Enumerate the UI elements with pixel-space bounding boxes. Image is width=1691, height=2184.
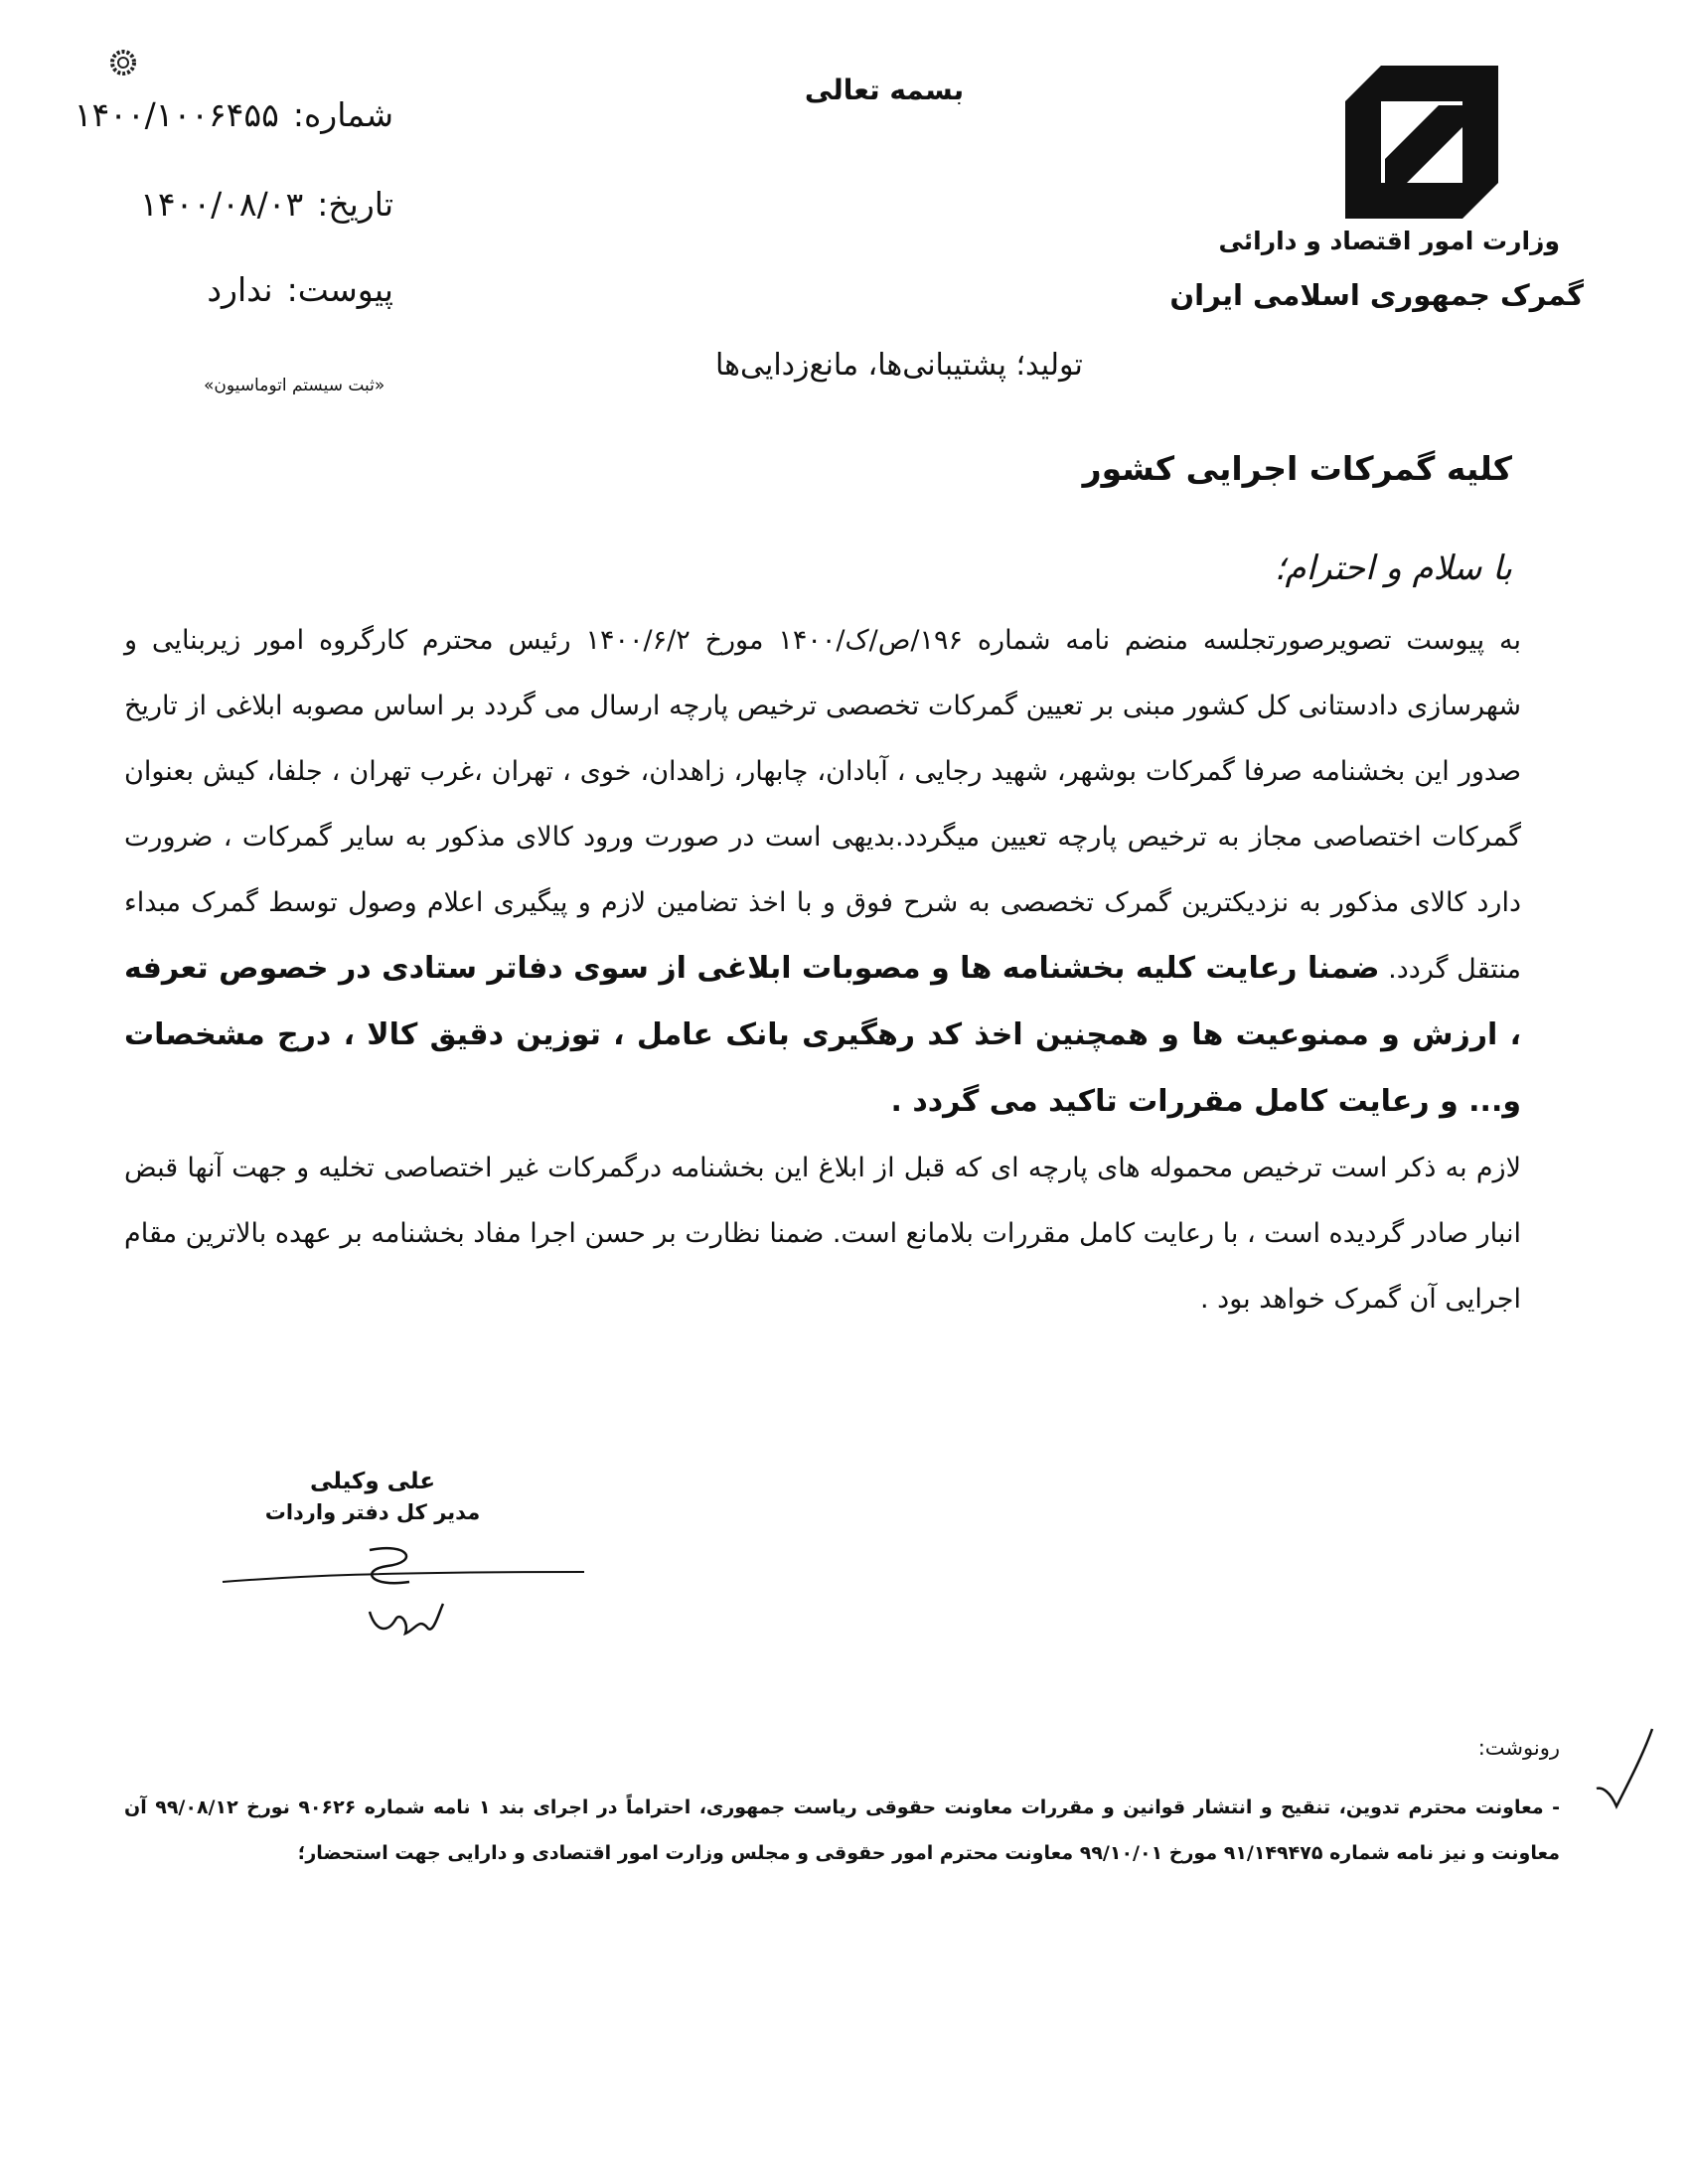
year-slogan: تولید؛ پشتیبانی‌ها، مانع‌زدایی‌ها: [715, 348, 1083, 383]
organization-name: گمرک جمهوری اسلامی ایران: [1169, 278, 1584, 312]
letter-attachment-value: ندارد: [207, 270, 273, 309]
carbon-copy-text: - معاونت محترم تدوین، تنقیح و انتشار قوانین و مقررات معاونت حقوقی ریاست جمهوری، احتراماً در اجرای بند ۱ نامه شماره ۹۰۶۲۶ نورخ ۹۹/۰۸/۱۲ آن معاونت و نیز نامه شماره ۹۱/۱۴۹۴۷۵ مورخ ۹۹/۱۰/۰۱ معاونت محترم امور حقوقی و مجلس وزارت امور اقتصادی و دارایی جهت استحضار؛: [124, 1796, 1560, 1864]
letter-number: [75, 95, 393, 134]
letter-date-label: تاریخ:: [317, 185, 393, 224]
handwritten-check-mark: [1593, 1727, 1658, 1818]
letter-date: [140, 185, 393, 224]
body-paragraph-1: [124, 608, 1521, 1136]
customs-logo-icon: [1341, 62, 1502, 223]
letter-number-label: شماره:: [292, 95, 393, 134]
gear-icon: [108, 48, 138, 78]
letter-attachment-label: پیوست:: [286, 270, 393, 309]
greeting: با سلام و احترام؛: [1274, 548, 1512, 588]
auto-registration-note: «ثبت سیستم اتوماسیون»: [204, 376, 385, 395]
signer-name: علی وکیلی: [309, 1469, 436, 1494]
addressee: کلیه گمرکات اجرایی کشور: [1082, 449, 1512, 488]
signature-block: [248, 1469, 497, 1524]
body-paragraph-1-emphasis: ضمنا رعایت کلیه بخشنامه ها و مصوبات ابلاغی از سوی دفاتر ستادی در خصوص تعرفه ، ارزش و ممنوعیت ها و همچنین اخذ کد رهگیری بانک عامل ، توزین دقیق کالا ، درج مشخصات و... و رعایت کامل مقررات تاکید می گردد .: [124, 951, 1521, 1119]
invocation-heading: بسمه تعالی: [804, 74, 965, 106]
body-paragraph-2: لازم به ذکر است ترخیص محموله های پارچه ای که قبل از ابلاغ این بخشنامه درگمرکات غیر اختصاصی تخلیه و جهت آنها قبض انبار صادر گردیده است ، با رعایت کامل مقررات بلامانع است. ضمنا نظارت بر حسن اجرا مفاد بخشنامه بر عهده بالاترین مقام اجرایی آن گمرک خواهد بود .: [124, 1153, 1521, 1315]
letter-number-value: ۱۴۰۰/۱۰۰۶۴۵۵: [74, 95, 279, 134]
ministry-name: وزارت امور اقتصاد و دارائی: [1218, 227, 1560, 255]
handwritten-signature: [221, 1542, 584, 1645]
body-paragraph-1-text: به پیوست تصویرصورتجلسه منضم نامه شماره ۱۹۶/ص/ک/۱۴۰۰ مورخ ۱۴۰۰/۶/۲ رئیس محترم کارگروه امور زیربنایی و شهرسازی دادستانی کل کشور مبنی بر تعیین گمرکات تخصصی ترخیص پارچه ارسال می گردد بر اساس مصوبه ابلاغی از تاریخ صدور این بخشنامه صرفا گمرکات بوشهر، شهید رجایی ، آبادان، چابهار، زاهدان، خوی ، تهران ،غرب تهران ، جلفا، کیش بعنوان گمرکات اختصاصی مجاز به ترخیص پارچه تعیین میگردد.بدیهی است در صورت ورود کالای مذکور به سایر گمرکات ، ضرورت دارد کالای مذکور به نزدیکترین گمرک تخصصی به شرح فوق و با اخذ تضامین لازم و پیگیری اعلام وصول توسط گمرک مبداء منتقل گردد.: [124, 625, 1521, 985]
letter-body: [124, 608, 1521, 1332]
letter-date-value: ۱۴۰۰/۰۸/۰۳: [140, 185, 304, 224]
carbon-copy-section: [124, 1725, 1560, 1876]
signer-title: مدیر کل دفتر واردات: [264, 1500, 481, 1524]
carbon-copy-label: رونوشت:: [1477, 1736, 1560, 1760]
letter-attachment: [207, 270, 393, 309]
